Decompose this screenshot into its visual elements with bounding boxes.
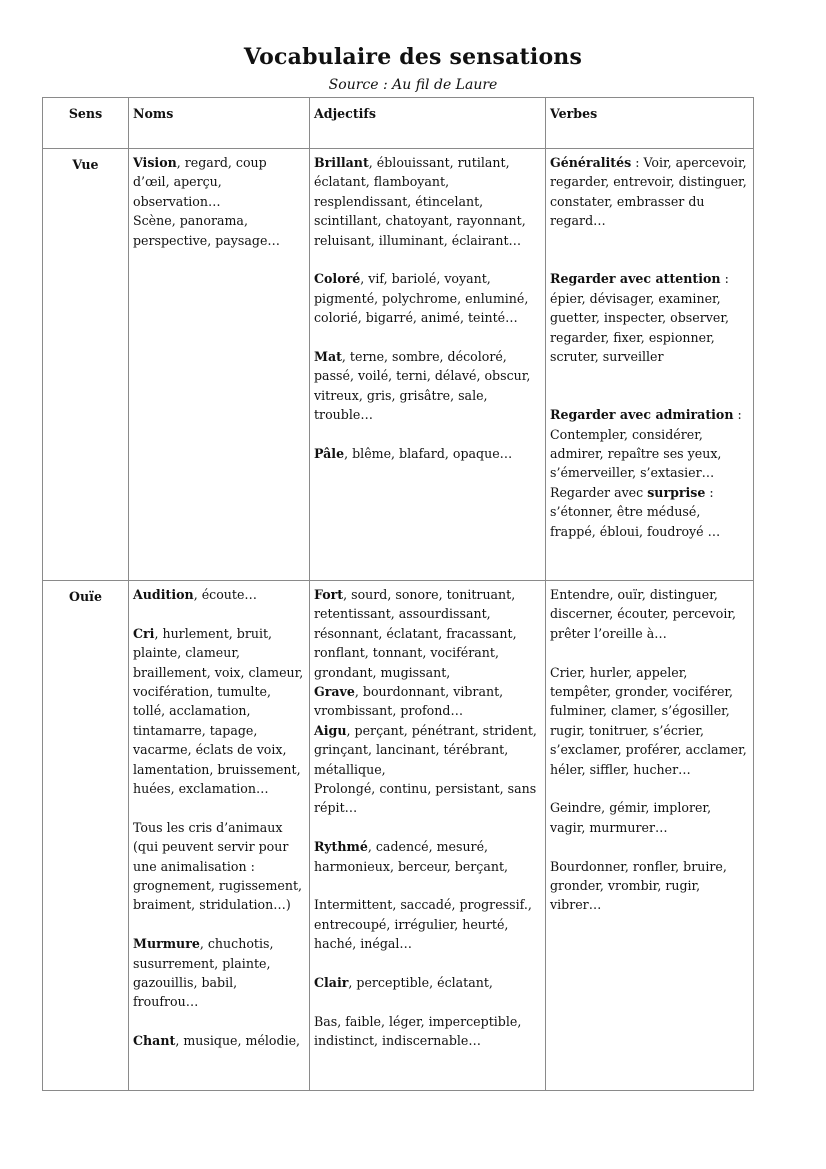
cell-noms-ouie [129, 581, 310, 1091]
cell-verbes-ouie [546, 581, 754, 1091]
column-header-noms: Noms [133, 106, 174, 121]
adj-ouie-aigu [314, 721, 541, 779]
word-list: , vif, bariolé, voyant, pigmenté, polychrome, enluminé, colorié, bigarré, animé, teinté… [314, 271, 529, 326]
header-cell-sens [43, 98, 129, 149]
keyword: Aigu [314, 722, 347, 738]
word-list: , bourdonnant, vibrant, vrombissant, profond… [314, 684, 504, 719]
word-list: Bourdonner, ronfler, bruire, gronder, vrombir, rugir, vibrer… [550, 858, 727, 913]
word-list: , écoute… [193, 587, 258, 602]
word-list: Entendre, ouïr, distinguer, discerner, écouter, percevoir, prêter l’oreille à… [550, 587, 737, 641]
cell-sens-ouie [43, 581, 129, 1091]
noms-ouie-audition [133, 585, 305, 604]
adj-ouie-fort [314, 585, 541, 682]
word-list: Scène, panorama, perspective, paysage… [133, 213, 280, 248]
cell-adjectifs-ouie [310, 581, 546, 1091]
keyword: Audition [133, 587, 194, 602]
word-list: : Contempler, considérer, admirer, repaître ses yeux, s’émerveiller, s’extasier… [550, 407, 742, 481]
verbes-ouie-geindre [550, 798, 749, 837]
verbes-vue-admiration [550, 405, 749, 483]
word-list: , cadencé, mesuré, harmonieux, berceur, berçant, [314, 839, 509, 874]
column-header-sens: Sens [68, 106, 103, 121]
word-list: , blême, blafard, opaque… [344, 446, 513, 462]
keyword: Murmure [133, 936, 200, 952]
keyword: Clair [314, 975, 349, 991]
adj-ouie-rythme [314, 837, 541, 876]
keyword: Cri [133, 625, 155, 641]
word-list: : Voir, apercevoir, regarder, entrevoir, distinguer, constater, embrasser du regard… [550, 155, 747, 229]
sens-label-vue: Vue [72, 157, 99, 172]
word-list: , sourd, sonore, tonitruant, retentissant, assourdissant, résonnant, éclatant, fracassant, ronflant, tonnant, vociférant, grondant, mugissant, [314, 587, 517, 680]
noms-vue-vision [133, 153, 305, 211]
word-list: , musique, mélodie, [175, 1033, 301, 1049]
keyword: Mat [314, 349, 342, 365]
adj-vue-colore [314, 269, 541, 327]
cell-sens-vue [43, 149, 129, 581]
column-header-adjectifs: Adjectifs [314, 106, 376, 121]
table-row-ouie [43, 581, 754, 1091]
adj-vue-brillant [314, 153, 541, 250]
page-subtitle: Source : Au fil de Laure [328, 77, 498, 93]
keyword: Regarder avec attention [550, 271, 721, 287]
adj-ouie-clair [314, 973, 541, 992]
keyword: Vision [133, 155, 177, 170]
header-cell-noms [129, 98, 310, 149]
word-list: Crier, hurler, appeler, tempêter, gronder, vociférer, fulminer, clamer, s’égosiller, rugir, tonitruer, s’écrier, s’exclamer, proférer, acclamer, héler, siffler, hucher… [550, 664, 747, 777]
word-list: , regard, coup d’œil, aperçu, observation… [133, 155, 267, 209]
word-list: Intermittent, saccadé, progressif., entrecoupé, irrégulier, heurté, haché, inégal… [314, 897, 532, 952]
verbes-ouie-entendre [550, 585, 749, 643]
table-row-vue [43, 149, 754, 581]
noms-vue-scene [133, 211, 305, 250]
word-list: Geindre, gémir, implorer, vagir, murmurer… [550, 800, 712, 835]
noms-ouie-cri [133, 624, 305, 799]
word-list: , terne, sombre, décoloré, passé, voilé, terni, délavé, obscur, vitreux, gris, grisâtre, sale, trouble… [314, 349, 531, 423]
cell-noms-vue [129, 149, 310, 581]
sens-label-ouie: Ouïe [69, 589, 102, 604]
word-list: Bas, faible, léger, imperceptible, indistinct, indiscernable… [314, 1013, 522, 1049]
keyword: Rythmé [314, 839, 368, 855]
noms-ouie-murmure [133, 934, 305, 1012]
adj-ouie-prolonge [314, 779, 541, 818]
column-header-verbes: Verbes [550, 106, 598, 121]
table-header-row [43, 98, 754, 149]
verbes-vue-surprise [550, 483, 749, 541]
adj-ouie-grave [314, 682, 541, 721]
word-list: , éblouissant, rutilant, éclatant, flamboyant, resplendissant, étincelant, scintillant, chatoyant, rayonnant, reluisant, illuminant, éclairant… [314, 155, 526, 248]
vocabulary-table [42, 97, 754, 1091]
word-list: : s’étonner, être médusé, frappé, ébloui, foudroyé … [550, 484, 721, 539]
keyword: Chant [133, 1033, 176, 1049]
header-cell-adjectifs [310, 98, 546, 149]
word-list: Prolongé, continu, persistant, sans répit… [314, 781, 537, 816]
adj-ouie-intermittent [314, 895, 541, 953]
adj-ouie-bas [314, 1012, 541, 1051]
word-list: , perçant, pénétrant, strident, grinçant, lancinant, térébrant, métallique, [314, 722, 537, 777]
page-title: Vocabulaire des sensations [243, 44, 583, 70]
word-list: , perceptible, éclatant, [348, 975, 493, 991]
keyword: Généralités [550, 155, 632, 170]
verbes-vue-generalites [550, 153, 749, 231]
verbes-ouie-crier [550, 663, 749, 779]
header-cell-verbes [546, 98, 754, 149]
noms-ouie-chant [133, 1031, 305, 1050]
cell-verbes-vue [546, 149, 754, 581]
noms-ouie-animaux [133, 818, 305, 915]
verbes-ouie-bourdonner [550, 857, 749, 915]
keyword: Regarder avec admiration [550, 407, 734, 423]
word-list: Regarder avec [550, 484, 648, 500]
verbes-vue-attention [550, 269, 749, 366]
keyword: surprise [647, 484, 706, 500]
cell-adjectifs-vue [310, 149, 546, 581]
keyword: Fort [314, 587, 344, 602]
keyword: Grave [314, 684, 355, 700]
word-list: Tous les cris d’animaux (qui peuvent servir pour une animalisation : grognement, rugissement, braiment, stridulation…) [133, 819, 303, 913]
word-list: : épier, dévisager, examiner, guetter, inspecter, observer, regarder, fixer, espionner, scruter, surveiller [550, 271, 729, 365]
word-list: , hurlement, bruit, plainte, clameur, braillement, voix, clameur, vocifération, tumulte, tollé, acclamation, tintamarre, tapage, vacarme, éclats de voix, lamentation, bruissement, huées, exclamation… [133, 625, 304, 797]
keyword: Brillant [314, 155, 369, 170]
adj-vue-mat [314, 347, 541, 425]
adj-vue-pale [314, 444, 541, 463]
keyword: Pâle [314, 446, 345, 462]
word-list: , chuchotis, susurrement, plainte, gazouillis, babil, froufrou… [133, 936, 274, 1010]
keyword: Coloré [314, 271, 361, 287]
